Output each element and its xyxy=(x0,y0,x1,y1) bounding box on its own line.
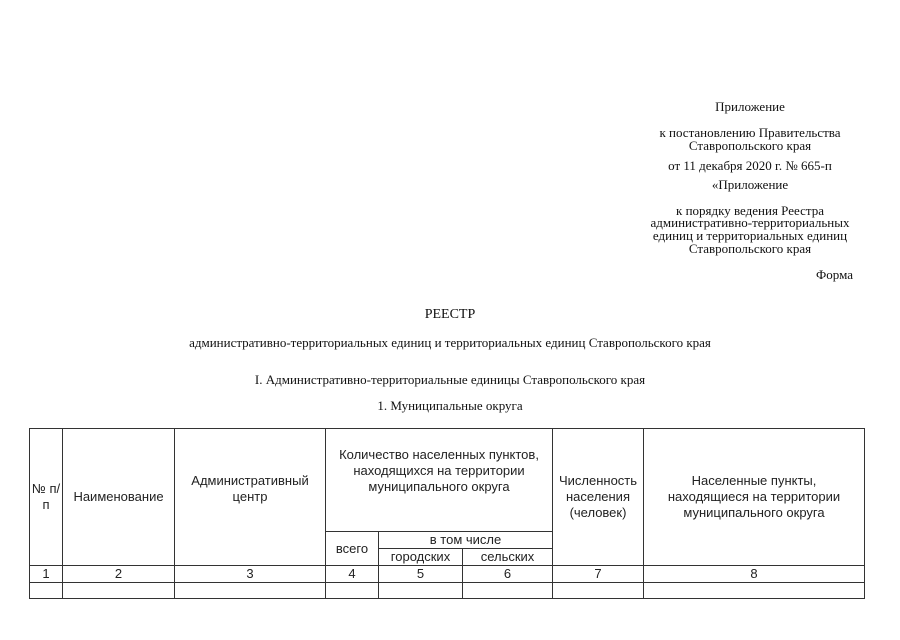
annex-line-7: административно-территориальных xyxy=(650,215,850,230)
annex-line-2: к постановлению Правительства xyxy=(659,125,841,140)
document-title: РЕЕСТР xyxy=(424,307,476,322)
table-row xyxy=(30,583,865,599)
document-subtitle: административно-территориальных единиц и территориальных единиц Ставропольского края xyxy=(189,335,711,350)
subsection-heading: 1. Муниципальные округа xyxy=(377,398,523,413)
column-number: 5 xyxy=(379,566,463,583)
header-number: № п/п xyxy=(30,429,63,566)
column-number: 1 xyxy=(30,566,63,583)
column-number: 7 xyxy=(553,566,644,583)
empty-cell xyxy=(553,583,644,599)
header-settlement-count: Количество населенных пунктов, находящихся на территории муниципального округа xyxy=(326,429,553,532)
registry-table xyxy=(29,428,865,599)
header-including: в том числе xyxy=(379,532,553,549)
annex-line-5: «Приложение xyxy=(711,177,789,192)
header-settlements: Населенные пункты, находящиеся на территории муниципального округа xyxy=(644,429,865,566)
annex-line-9: Ставропольского края xyxy=(688,241,812,256)
annex-line-4: от 11 декабря 2020 г. № 665-п xyxy=(668,158,832,173)
annex-line-8: единиц и территориальных единиц xyxy=(652,228,848,243)
annex-line-3: Ставропольского края xyxy=(688,138,812,153)
annex-line-6: к порядку ведения Реестра xyxy=(676,203,824,218)
header-rural: сельских xyxy=(463,549,553,566)
form-label: Форма xyxy=(816,267,853,282)
header-admin-center: Административный центр xyxy=(175,429,326,566)
empty-cell xyxy=(379,583,463,599)
section-heading: I. Административно-территориальные единицы Ставропольского края xyxy=(254,372,646,387)
empty-cell xyxy=(326,583,379,599)
column-number: 6 xyxy=(463,566,553,583)
empty-cell xyxy=(175,583,326,599)
header-urban: городских xyxy=(379,549,463,566)
empty-cell xyxy=(30,583,63,599)
empty-cell xyxy=(644,583,865,599)
empty-cell xyxy=(63,583,175,599)
header-name: Наименование xyxy=(63,429,175,566)
column-number: 8 xyxy=(644,566,865,583)
column-number: 4 xyxy=(326,566,379,583)
column-number: 3 xyxy=(175,566,326,583)
header-total: всего xyxy=(326,532,379,566)
header-population: Численность населения (человек) xyxy=(553,429,644,566)
column-number: 2 xyxy=(63,566,175,583)
empty-cell xyxy=(463,583,553,599)
annex-line-1: Приложение xyxy=(715,99,785,114)
